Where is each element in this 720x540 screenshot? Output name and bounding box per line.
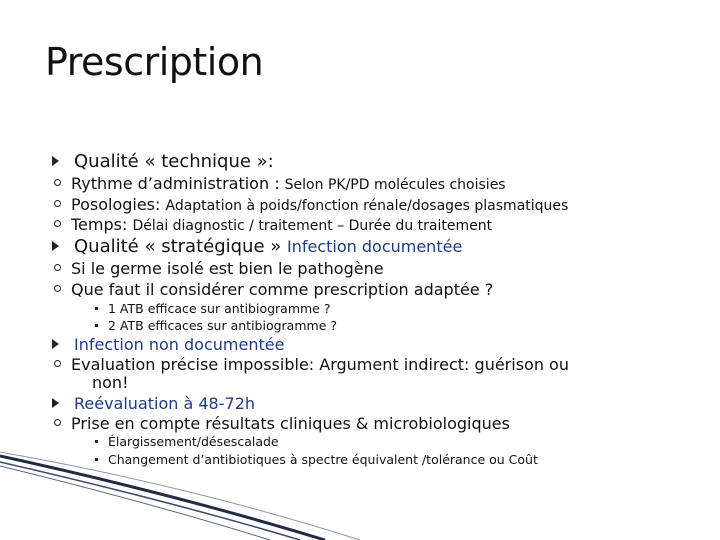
- atb2-text: 2 ATB efficaces sur antibiogramme ?: [108, 318, 337, 333]
- qualite-strategique-text: Qualité « stratégique »: [74, 236, 287, 257]
- arrow-bullet-icon: [52, 156, 59, 166]
- bullet-qualite-technique: [52, 151, 274, 172]
- ring-bullet-icon: [54, 264, 61, 271]
- sub-bullet-prise-en-compte: [54, 414, 510, 433]
- bullet-qualite-strategique: [52, 236, 462, 257]
- rythme-label: Rythme d’administration :: [71, 174, 285, 193]
- qualite-technique-text: Qualité « technique »:: [74, 151, 274, 172]
- sub-bullet-evaluation: [54, 355, 569, 374]
- considerer-text: Que faut il considérer comme prescription adaptée ?: [71, 280, 494, 299]
- germe-text: Si le germe isolé est bien le pathogène: [71, 259, 384, 278]
- sub-bullet-germe: [54, 259, 384, 278]
- prise-en-compte-text: Prise en compte résultats cliniques & microbiologiques: [71, 414, 510, 433]
- ring-bullet-icon: [54, 179, 61, 186]
- bullet-infection-non-documentee: [52, 335, 284, 354]
- atb1-text: 1 ATB efficace sur antibiogramme ?: [108, 301, 331, 316]
- infection-documentee-text: Infection documentée: [287, 237, 463, 256]
- sub-sub-bullet-atb2: [95, 318, 337, 333]
- temps-detail: Délai diagnostic / traitement – Durée du traitement: [132, 218, 493, 234]
- ring-bullet-icon: [54, 220, 61, 227]
- bullet-reevaluation: [52, 394, 255, 413]
- arrow-bullet-icon: [52, 241, 59, 251]
- evaluation-line1: Evaluation précise impossible: Argument indirect: guérison ou: [71, 355, 569, 374]
- evaluation-line2: non!: [92, 373, 129, 392]
- ring-bullet-icon: [54, 360, 61, 367]
- sub-bullet-posologies: [54, 195, 568, 214]
- arrow-bullet-icon: [52, 398, 59, 408]
- square-bullet-icon: [95, 307, 98, 310]
- ring-bullet-icon: [54, 419, 61, 426]
- rythme-detail: Selon PK/PD molécules choisies: [284, 177, 506, 193]
- elargissement-text: Élargissement/désescalade: [108, 434, 279, 449]
- sub-sub-bullet-atb1: [95, 301, 330, 316]
- infection-non-documentee-text: Infection non documentée: [74, 335, 285, 354]
- sub-bullet-considerer: [54, 280, 493, 299]
- posologies-label: Posologies:: [71, 195, 166, 214]
- ring-bullet-icon: [54, 200, 61, 207]
- posologies-detail: Adaptation à poids/fonction rénale/dosages plasmatiques: [165, 198, 569, 214]
- square-bullet-icon: [95, 324, 98, 327]
- reevaluation-text: Reévaluation à 48-72h: [74, 394, 256, 413]
- ring-bullet-icon: [54, 285, 61, 292]
- decorative-wave: [0, 440, 720, 540]
- arrow-bullet-icon: [52, 339, 59, 349]
- temps-label: Temps:: [71, 215, 133, 234]
- sub-bullet-temps: [54, 215, 492, 234]
- slide-title: Prescription: [45, 40, 264, 84]
- changement-text: Changement d’antibiotiques à spectre équivalent /tolérance ou Coût: [108, 452, 538, 467]
- sub-bullet-rythme: [54, 174, 506, 193]
